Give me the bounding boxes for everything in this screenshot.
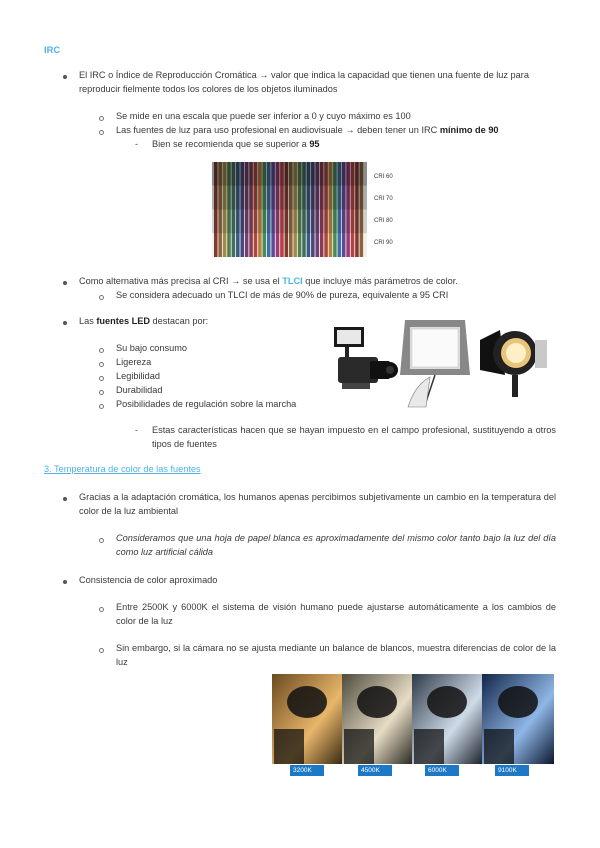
led-item-durabilidad: Durabilidad [116, 385, 163, 395]
dash-marker: - [135, 139, 138, 149]
led-item-legibilidad: Legibilidad [116, 371, 160, 381]
led-item-ligereza: Ligereza [116, 357, 152, 367]
kelvin-comparison-image [272, 674, 554, 778]
irc-main-text: El IRC o Índice de Reproducción Cromática → valor que indica la capacidad que tienen una fuente de luz para reproducir fielmente todos los colores de los objetos iluminados [79, 70, 529, 94]
led-text: Las fuentes LED destacan por: [79, 316, 209, 326]
irc-sub2-text: Las fuentes de luz para uso profesional en audiovisuale → deben tener un IRC mínimo de 90 [116, 125, 499, 135]
led-equipment-graphic [330, 315, 555, 410]
consist-sub1-text: Entre 2500K y 6000K el sistema de visión humano puede ajustarse automáticamente a los cambios de color de la luz [116, 602, 556, 626]
circle-bullet-icon [99, 404, 104, 409]
circle-bullet-icon [99, 648, 104, 653]
circle-bullet-icon [99, 607, 104, 612]
circle-bullet-icon [99, 348, 104, 353]
cri-comparison-image [212, 162, 397, 257]
consist-main-text: Consistencia de color aproximado [79, 575, 218, 585]
bullet-icon [63, 281, 67, 285]
led-item-consumo: Su bajo consumo [116, 343, 187, 353]
cri-fabric-graphic [212, 162, 397, 257]
circle-bullet-icon [99, 538, 104, 543]
circle-bullet-icon [99, 116, 104, 121]
irc-sub1-text: Se mide en una escala que puede ser inferior a 0 y cuyo máximo es 100 [116, 111, 411, 121]
temp-main-text: Gracias a la adaptación cromática, los humanos apenas percibimos subjetivamente un cambio en la temperatura del color de la luz ambiental [79, 492, 556, 516]
irc-heading: IRC [44, 44, 61, 55]
circle-bullet-icon [99, 376, 104, 381]
circle-bullet-icon [99, 130, 104, 135]
led-item-regulacion: Posibilidades de regulación sobre la marcha [116, 399, 297, 409]
cri-alt-sub-text: Se considera adecuado un TLCI de más de 90% de pureza, equivalente a 95 CRI [116, 290, 449, 300]
bullet-icon [63, 497, 67, 501]
led-equipment-image [330, 315, 555, 410]
kelvin-graphic [272, 674, 554, 778]
consist-sub2-text: Sin embargo, si la cámara no se ajusta mediante un balance de blancos, muestra diferencias de color de la luz [116, 643, 556, 667]
circle-bullet-icon [99, 362, 104, 367]
cri-label-70: CRI 70 [374, 196, 393, 202]
bullet-icon [63, 75, 67, 79]
cri-alt-text: Como alternativa más precisa al CRI → se usa el TLCI que incluye más parámetros de color. [79, 276, 458, 286]
dash-marker: - [135, 425, 138, 435]
cri-label-80: CRI 80 [374, 218, 393, 224]
circle-bullet-icon [99, 295, 104, 300]
circle-bullet-icon [99, 390, 104, 395]
temp-sub-text: Consideramos que una hoja de papel blanca es aproximadamente del mismo color tanto bajo la luz del día como luz artificial cálida [116, 533, 556, 557]
bullet-icon [63, 580, 67, 584]
temp-section-heading[interactable]: 3. Temperatura de color de las fuentes [44, 464, 201, 474]
kelvin-label-9100: 9100K [498, 767, 517, 774]
cri-label-60: CRI 60 [374, 174, 393, 180]
kelvin-label-4500: 4500K [361, 767, 380, 774]
irc-dash-text: Bien se recomienda que se superior a 95 [152, 139, 320, 149]
bullet-icon [63, 321, 67, 325]
led-dash-text: Estas características hacen que se hayan impuesto en el campo profesional, sustituyendo a otros tipos de fuentes [152, 425, 556, 449]
kelvin-label-6000: 6000K [428, 767, 447, 774]
kelvin-label-3200: 3200K [293, 767, 312, 774]
cri-label-90: CRI 90 [374, 240, 393, 246]
